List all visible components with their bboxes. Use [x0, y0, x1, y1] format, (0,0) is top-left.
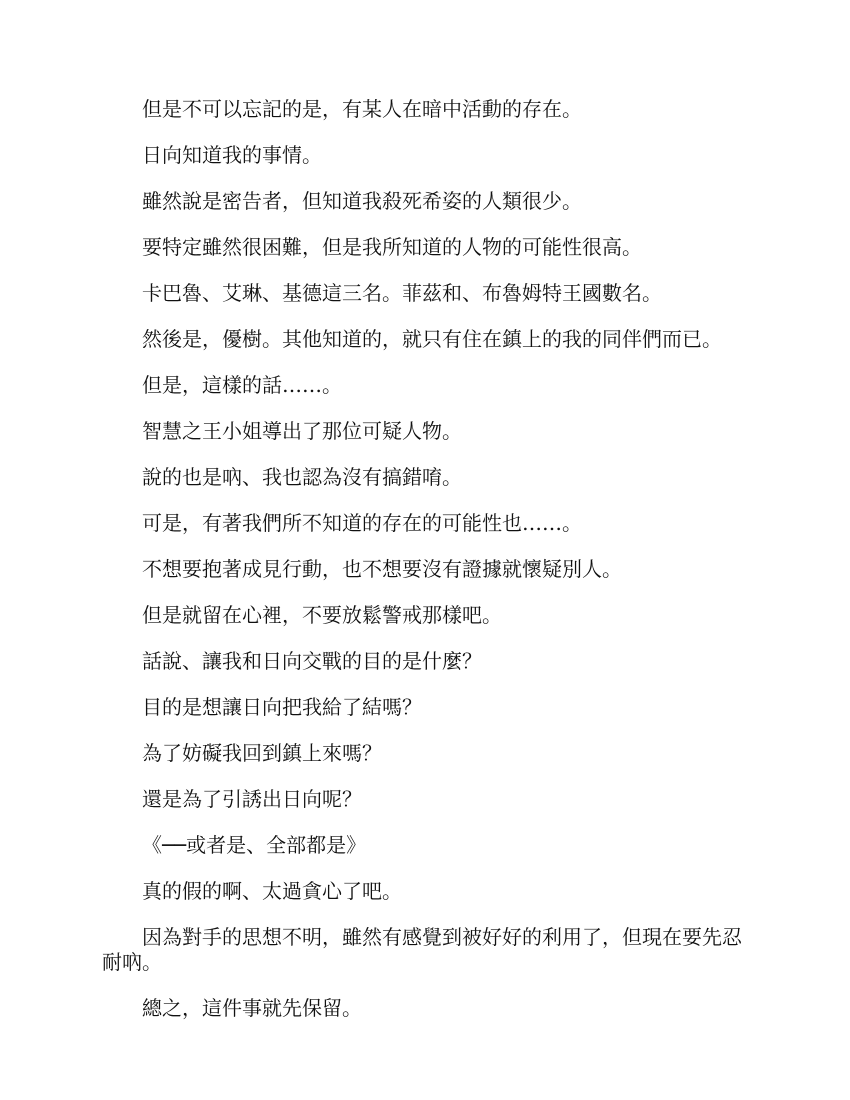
paragraph: 但是就留在心裡，不要放鬆警戒那樣吧。 — [142, 603, 502, 627]
paragraph: 可是，有著我們所不知道的存在的可能性也……。 — [142, 511, 582, 535]
paragraph: 但是不可以忘記的是，有某人在暗中活動的存在。 — [142, 97, 582, 121]
paragraph: 《──或者是、全部都是》 — [142, 833, 367, 857]
paragraph: 真的假的啊、太過貪心了吧。 — [142, 879, 402, 903]
paragraph: 然後是，優樹。其他知道的，就只有住在鎮上的我的同伴們而已。 — [142, 327, 722, 351]
paragraph: 智慧之王小姐導出了那位可疑人物。 — [142, 419, 462, 443]
paragraph: 雖然說是密告者，但知道我殺死希姿的人類很少。 — [142, 189, 582, 213]
paragraph: 卡巴魯、艾琳、基德這三名。菲茲和、布魯姆特王國數名。 — [142, 281, 662, 305]
paragraph: 要特定雖然很困難，但是我所知道的人物的可能性很高。 — [142, 235, 642, 259]
paragraph: 話說、讓我和日向交戰的目的是什麼？ — [142, 649, 482, 673]
paragraph: 總之，這件事就先保留。 — [142, 996, 362, 1020]
paragraph: 不想要抱著成見行動，也不想要沒有證據就懷疑別人。 — [142, 557, 622, 581]
paragraph: 但是，這樣的話……。 — [142, 373, 342, 397]
paragraph: 為了妨礙我回到鎮上來嗎？ — [142, 741, 382, 765]
paragraph: 日向知道我的事情。 — [142, 143, 322, 167]
paragraph: 說的也是吶、我也認為沒有搞錯唷。 — [142, 465, 462, 489]
paragraph: 目的是想讓日向把我給了結嗎？ — [142, 695, 422, 719]
paragraph: 因為對手的思想不明，雖然有感覺到被好好的利用了，但現在要先忍耐吶。 — [102, 925, 742, 974]
document-page — [102, 97, 748, 1042]
paragraph: 還是為了引誘出日向呢？ — [142, 787, 362, 811]
